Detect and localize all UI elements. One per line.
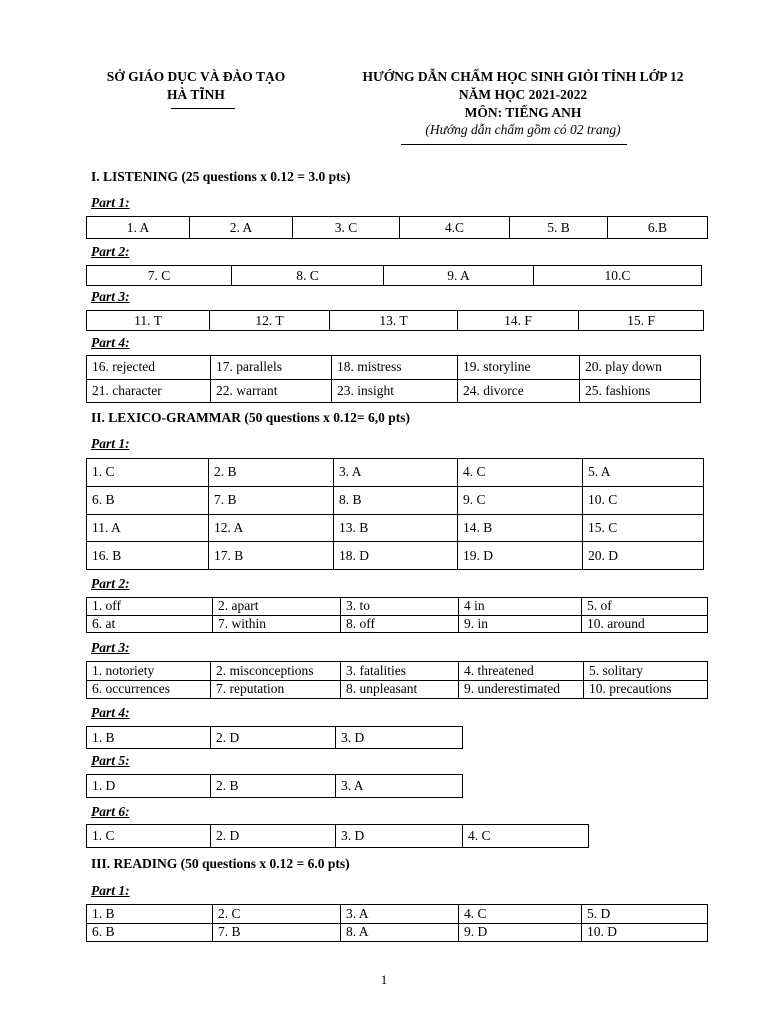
answer-cell: 16. B [87,542,209,570]
answer-cell: 1. D [87,775,211,798]
answer-cell: 10. around [582,615,708,633]
table-row [87,217,708,239]
answer-cell: 9. in [459,615,582,633]
answer-cell: 7. B [213,923,341,942]
answer-cell: 2. B [211,775,336,798]
table-row [87,615,708,633]
table-row [87,825,589,848]
answer-cell: 5. solitary [584,662,708,681]
lexico-part6-label: Part 6: [91,804,130,819]
answer-cell: 7. within [213,615,341,633]
answer-cell: 7. reputation [211,680,341,699]
answer-cell: 2. B [209,459,334,487]
answer-cell: 4 in [459,598,582,616]
answer-cell: 3. D [336,727,463,749]
answer-cell: 3. fatalities [341,662,459,681]
answer-cell: 19. D [458,542,583,570]
answer-cell: 2. misconceptions [211,662,341,681]
answer-cell: 13. T [330,311,458,331]
answer-cell: 5. D [582,905,708,924]
answer-cell: 4. C [458,459,583,487]
answer-cell: 6. at [87,615,213,633]
lexico-part1-table [86,458,704,570]
answer-cell: 1. notoriety [87,662,211,681]
answer-cell: 16. rejected [87,356,211,380]
page-number: 1 [380,972,388,987]
listening-part1-label: Part 1: [91,195,130,210]
table-row [87,266,702,286]
table-row [87,311,704,331]
answer-cell: 3. D [336,825,463,848]
listening-part3-table [86,310,704,331]
answer-cell: 2. apart [213,598,341,616]
answer-cell: 20. D [583,542,704,570]
answer-cell: 1. off [87,598,213,616]
table-row [87,775,463,798]
answer-cell: 22. warrant [211,379,332,403]
listening-part3-label: Part 3: [91,289,130,304]
listening-part2-table [86,265,702,286]
answer-cell: 19. storyline [458,356,580,380]
answer-cell: 11. T [87,311,210,331]
answer-cell: 12. A [209,514,334,542]
answer-cell: 7. C [87,266,232,286]
answer-cell: 5. of [582,598,708,616]
answer-cell: 4.C [400,217,510,239]
answer-cell: 24. divorce [458,379,580,403]
table-row [87,662,708,681]
lexico-section-title: II. LEXICO-GRAMMAR (50 questions x 0.12= 6,0 pts) [91,410,410,425]
lexico-part3-label: Part 3: [91,640,130,655]
answer-cell: 3. C [293,217,400,239]
school-year: NĂM HỌC 2021-2022 [458,87,588,102]
lexico-part5-label: Part 5: [91,753,130,768]
answer-cell: 4. C [463,825,589,848]
answer-cell: 10. C [583,486,704,514]
table-row [87,680,708,699]
lexico-part2-table [86,597,708,633]
table-row [87,514,704,542]
answer-cell: 2. D [211,727,336,749]
listening-part4-label: Part 4: [91,335,130,350]
answer-cell: 6. B [87,923,213,942]
answer-cell: 4. threatened [459,662,584,681]
answer-cell: 3. A [336,775,463,798]
listening-part1-table [86,216,708,239]
answer-cell: 14. B [458,514,583,542]
answer-cell: 15. F [579,311,704,331]
table-row [87,598,708,616]
table-row [87,923,708,942]
doc-title: HƯỚNG DẪN CHẤM HỌC SINH GIỎI TỈNH LỚP 12 [362,69,684,84]
subject: MÔN: TIẾNG ANH [464,105,582,120]
answer-cell: 6.B [608,217,708,239]
dept-name: SỞ GIÁO DỤC VÀ ĐÀO TẠO [106,69,286,84]
answer-cell: 3. to [341,598,459,616]
answer-cell: 7. B [209,486,334,514]
answer-cell: 1. C [87,459,209,487]
answer-cell: 21. character [87,379,211,403]
reading-section-title: III. READING (50 questions x 0.12 = 6.0 pts) [91,856,350,871]
answer-cell: 9. C [458,486,583,514]
answer-cell: 3. A [334,459,458,487]
answer-cell: 11. A [87,514,209,542]
province-name: HÀ TĨNH [167,87,225,102]
lexico-part4-table [86,726,463,749]
answer-cell: 8. off [341,615,459,633]
lexico-part4-label: Part 4: [91,705,130,720]
answer-cell: 10. D [582,923,708,942]
answer-cell: 4. C [459,905,582,924]
answer-cell: 2. A [190,217,293,239]
answer-cell: 14. F [458,311,579,331]
left-header-underline [171,108,235,109]
answer-cell: 17. B [209,542,334,570]
answer-cell: 5. A [583,459,704,487]
answer-cell: 9. D [459,923,582,942]
answer-cell: 18. D [334,542,458,570]
answer-cell: 12. T [210,311,330,331]
table-row [87,356,701,380]
right-header-underline [401,144,627,145]
lexico-part2-label: Part 2: [91,576,130,591]
answer-cell: 25. fashions [580,379,701,403]
lexico-part3-table [86,661,708,699]
reading-part1-label: Part 1: [91,883,130,898]
answer-cell: 9. A [384,266,534,286]
table-row [87,542,704,570]
lexico-part5-table [86,774,463,798]
answer-cell: 8. C [232,266,384,286]
answer-cell: 8. unpleasant [341,680,459,699]
answer-cell: 8. B [334,486,458,514]
answer-cell: 5. B [510,217,608,239]
reading-part1-table [86,904,708,942]
answer-cell: 6. occurrences [87,680,211,699]
answer-cell: 10.C [534,266,702,286]
answer-cell: 10. precautions [584,680,708,699]
answer-cell: 6. B [87,486,209,514]
answer-cell: 13. B [334,514,458,542]
answer-cell: 9. underestimated [459,680,584,699]
answer-cell: 3. A [341,905,459,924]
lexico-part1-label: Part 1: [91,436,130,451]
answer-cell: 2. D [211,825,336,848]
listening-part2-label: Part 2: [91,244,130,259]
answer-cell: 8. A [341,923,459,942]
listening-section-title: I. LISTENING (25 questions x 0.12 = 3.0 pts) [91,169,351,184]
table-row [87,905,708,924]
page-count-note: (Hướng dẫn chấm gồm có 02 trang) [425,122,621,137]
answer-cell: 1. A [87,217,190,239]
listening-part4-table [86,355,701,403]
table-row [87,486,704,514]
answer-cell: 23. insight [332,379,458,403]
answer-cell: 18. mistress [332,356,458,380]
answer-cell: 2. C [213,905,341,924]
answer-cell: 1. C [87,825,211,848]
answer-cell: 20. play down [580,356,701,380]
table-row [87,459,704,487]
table-row [87,379,701,403]
table-row [87,727,463,749]
answer-cell: 17. parallels [211,356,332,380]
lexico-part6-table [86,824,589,848]
answer-cell: 1. B [87,905,213,924]
answer-cell: 1. B [87,727,211,749]
answer-cell: 15. C [583,514,704,542]
